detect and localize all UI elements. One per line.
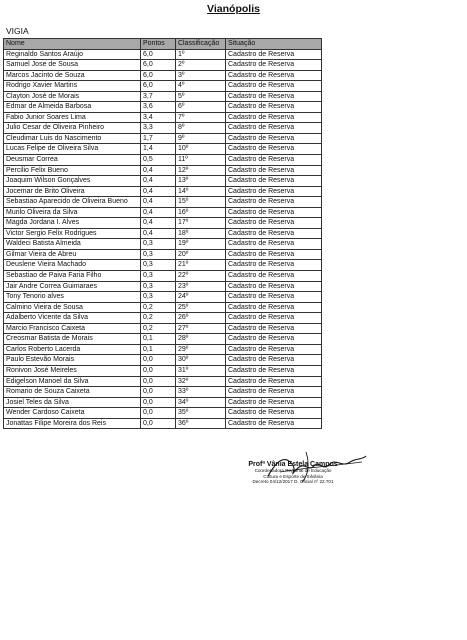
cell-situacao: Cadastro de Reserva <box>226 323 322 334</box>
position-title: VIGIA <box>6 26 29 36</box>
table-row <box>4 376 322 387</box>
cell-situacao: Cadastro de Reserva <box>226 365 322 376</box>
table-row <box>4 207 322 218</box>
cell-pontos: 0,1 <box>141 344 176 355</box>
cell-classificacao: 21º <box>176 260 226 271</box>
table-row <box>4 197 322 208</box>
cell-classificacao: 14º <box>176 186 226 197</box>
cell-classificacao: 32º <box>176 376 226 387</box>
cell-pontos: 0,0 <box>141 355 176 366</box>
table-row <box>4 102 322 113</box>
cell-nome: Edmar de Almeida Barbosa <box>4 102 141 113</box>
cell-pontos: 0,4 <box>141 197 176 208</box>
cell-classificacao: 25º <box>176 302 226 313</box>
cell-nome: Deusmar Correa <box>4 155 141 166</box>
cell-pontos: 0,0 <box>141 418 176 429</box>
cell-pontos: 6,0 <box>141 49 176 60</box>
cell-pontos: 6,0 <box>141 81 176 92</box>
table-row <box>4 155 322 166</box>
signature-block <box>228 461 358 485</box>
cell-nome: Samuel Jose de Sousa <box>4 60 141 71</box>
cell-nome: Sebastiao Aparecido de Oliveira Bueno <box>4 197 141 208</box>
cell-pontos: 1,4 <box>141 144 176 155</box>
table-row <box>4 355 322 366</box>
table-row <box>4 271 322 282</box>
cell-situacao: Cadastro de Reserva <box>226 355 322 366</box>
cell-situacao: Cadastro de Reserva <box>226 155 322 166</box>
cell-situacao: Cadastro de Reserva <box>226 228 322 239</box>
cell-nome: Jocemar de Brito Oliveira <box>4 186 141 197</box>
table-row <box>4 60 322 71</box>
cell-classificacao: 3º <box>176 70 226 81</box>
cell-nome: Magda Jordana I. Alves <box>4 218 141 229</box>
cell-situacao: Cadastro de Reserva <box>226 387 322 398</box>
cell-classificacao: 20º <box>176 249 226 260</box>
cell-situacao: Cadastro de Reserva <box>226 334 322 345</box>
cell-situacao: Cadastro de Reserva <box>226 197 322 208</box>
cell-nome: Gilmar Vieira de Abreu <box>4 249 141 260</box>
cell-situacao: Cadastro de Reserva <box>226 313 322 324</box>
cell-situacao: Cadastro de Reserva <box>226 60 322 71</box>
table-row <box>4 91 322 102</box>
table-row <box>4 186 322 197</box>
cell-classificacao: 18º <box>176 228 226 239</box>
cell-pontos: 0,2 <box>141 323 176 334</box>
cell-nome: Rodrigo Xavier Martins <box>4 81 141 92</box>
cell-nome: Adalberto Vicente da Silva <box>4 313 141 324</box>
cell-situacao: Cadastro de Reserva <box>226 281 322 292</box>
cell-pontos: 0,4 <box>141 186 176 197</box>
cell-classificacao: 11º <box>176 155 226 166</box>
cell-nome: Josiel Teles da Silva <box>4 397 141 408</box>
cell-situacao: Cadastro de Reserva <box>226 186 322 197</box>
cell-nome: Edigelson Manoel da Silva <box>4 376 141 387</box>
cell-situacao: Cadastro de Reserva <box>226 176 322 187</box>
cell-situacao: Cadastro de Reserva <box>226 91 322 102</box>
table-row <box>4 239 322 250</box>
table-row <box>4 365 322 376</box>
cell-nome: Creosmar Batista de Morais <box>4 334 141 345</box>
cell-pontos: 0,0 <box>141 365 176 376</box>
cell-pontos: 0,4 <box>141 218 176 229</box>
cell-classificacao: 19º <box>176 239 226 250</box>
cell-pontos: 0,4 <box>141 176 176 187</box>
cell-pontos: 0,4 <box>141 228 176 239</box>
cell-nome: Waldeci Batista Almeida <box>4 239 141 250</box>
cell-nome: Wender Cardoso Caixeta <box>4 408 141 419</box>
cell-classificacao: 30º <box>176 355 226 366</box>
table-row <box>4 133 322 144</box>
cell-classificacao: 12º <box>176 165 226 176</box>
cell-pontos: 0,0 <box>141 408 176 419</box>
cell-classificacao: 22º <box>176 271 226 282</box>
cell-classificacao: 2º <box>176 60 226 71</box>
cell-nome: Reginaldo Santos Araújo <box>4 49 141 60</box>
cell-pontos: 0,3 <box>141 239 176 250</box>
cell-classificacao: 15º <box>176 197 226 208</box>
cell-nome: Jair Andre Correa Guimaraes <box>4 281 141 292</box>
cell-classificacao: 29º <box>176 344 226 355</box>
table-row <box>4 323 322 334</box>
cell-nome: Marcio Francisco Caixeta <box>4 323 141 334</box>
cell-pontos: 3,4 <box>141 112 176 123</box>
table-row <box>4 70 322 81</box>
header-classificacao: Classificação <box>176 39 226 50</box>
table-row <box>4 228 322 239</box>
cell-pontos: 0,5 <box>141 155 176 166</box>
signatory-name: Profª Vânia Estela Campos <box>248 461 338 468</box>
table-header-row <box>4 39 322 50</box>
cell-nome: Paulo Estevão Morais <box>4 355 141 366</box>
table-row <box>4 123 322 134</box>
cell-pontos: 0,3 <box>141 281 176 292</box>
cell-nome: Percilio Felix Bueno <box>4 165 141 176</box>
table-row <box>4 292 322 303</box>
cell-classificacao: 31º <box>176 365 226 376</box>
cell-pontos: 0,3 <box>141 292 176 303</box>
cell-classificacao: 9º <box>176 133 226 144</box>
table-row <box>4 313 322 324</box>
cell-situacao: Cadastro de Reserva <box>226 218 322 229</box>
cell-pontos: 0,0 <box>141 387 176 398</box>
cell-situacao: Cadastro de Reserva <box>226 249 322 260</box>
cell-nome: Deuslene Vieira Machado <box>4 260 141 271</box>
cell-classificacao: 36º <box>176 418 226 429</box>
cell-situacao: Cadastro de Reserva <box>226 112 322 123</box>
signatory-decree: Decreto 04/12/2017 D. Oficial nº 22.701 <box>252 479 334 485</box>
table-row <box>4 408 322 419</box>
cell-classificacao: 6º <box>176 102 226 113</box>
cell-pontos: 6,0 <box>141 60 176 71</box>
cell-pontos: 0,0 <box>141 397 176 408</box>
cell-pontos: 0,4 <box>141 165 176 176</box>
cell-pontos: 0,2 <box>141 313 176 324</box>
cell-situacao: Cadastro de Reserva <box>226 70 322 81</box>
cell-situacao: Cadastro de Reserva <box>226 376 322 387</box>
cell-nome: Sebastiao de Paiva Faria Filho <box>4 271 141 282</box>
cell-nome: Julio Cesar de Oliveira Pinheiro <box>4 123 141 134</box>
cell-classificacao: 34º <box>176 397 226 408</box>
cell-nome: Cleudimar Luis do Nascimento <box>4 133 141 144</box>
cell-nome: Victor Sergio Felix Rodrigues <box>4 228 141 239</box>
cell-situacao: Cadastro de Reserva <box>226 271 322 282</box>
cell-classificacao: 35º <box>176 408 226 419</box>
cell-classificacao: 1º <box>176 49 226 60</box>
table-row <box>4 334 322 345</box>
page-title: Vianópolis <box>207 3 260 15</box>
cell-pontos: 0,3 <box>141 260 176 271</box>
table-row <box>4 418 322 429</box>
cell-nome: Romario de Souza Caixeta <box>4 387 141 398</box>
cell-classificacao: 5º <box>176 91 226 102</box>
header-pontos: Pontos <box>141 39 176 50</box>
cell-nome: Lucas Felipe de Oliveira Silva <box>4 144 141 155</box>
table-row <box>4 112 322 123</box>
cell-nome: Tony Tenorio alves <box>4 292 141 303</box>
cell-nome: Ronivon José Meireles <box>4 365 141 376</box>
signatory-department: Cultura e Esporte de Silvânia <box>263 473 323 479</box>
table-row <box>4 249 322 260</box>
cell-nome: Murilo Oliveira da Silva <box>4 207 141 218</box>
cell-classificacao: 24º <box>176 292 226 303</box>
cell-classificacao: 26º <box>176 313 226 324</box>
cell-nome: Carlos Roberto Lacerda <box>4 344 141 355</box>
table-row <box>4 218 322 229</box>
cell-classificacao: 33º <box>176 387 226 398</box>
cell-nome: Calmino Vieira de Sousa <box>4 302 141 313</box>
cell-nome: Fabio Junior Soares Lima <box>4 112 141 123</box>
classification-table <box>3 38 322 429</box>
cell-situacao: Cadastro de Reserva <box>226 81 322 92</box>
cell-classificacao: 13º <box>176 176 226 187</box>
cell-nome: Clayton José de Morais <box>4 91 141 102</box>
cell-situacao: Cadastro de Reserva <box>226 207 322 218</box>
cell-situacao: Cadastro de Reserva <box>226 239 322 250</box>
cell-classificacao: 17º <box>176 218 226 229</box>
cell-pontos: 0,3 <box>141 249 176 260</box>
cell-nome: Joaquim Wilson Gonçalves <box>4 176 141 187</box>
cell-situacao: Cadastro de Reserva <box>226 144 322 155</box>
table-row <box>4 81 322 92</box>
cell-pontos: 1,7 <box>141 133 176 144</box>
table-row <box>4 387 322 398</box>
table-row <box>4 165 322 176</box>
cell-classificacao: 8º <box>176 123 226 134</box>
cell-pontos: 3,3 <box>141 123 176 134</box>
table-row <box>4 260 322 271</box>
cell-nome: Jonattas Filipe Moreira dos Reis <box>4 418 141 429</box>
header-nome: Nome <box>4 39 141 50</box>
header-situacao: Situação <box>226 39 322 50</box>
table-row <box>4 397 322 408</box>
table-row <box>4 176 322 187</box>
signatory-role: Coordenadora Regional de Educação <box>254 468 332 473</box>
cell-situacao: Cadastro de Reserva <box>226 418 322 429</box>
cell-situacao: Cadastro de Reserva <box>226 102 322 113</box>
cell-classificacao: 16º <box>176 207 226 218</box>
cell-classificacao: 7º <box>176 112 226 123</box>
cell-pontos: 6,0 <box>141 70 176 81</box>
cell-classificacao: 10º <box>176 144 226 155</box>
cell-situacao: Cadastro de Reserva <box>226 165 322 176</box>
table-body <box>4 49 322 429</box>
cell-situacao: Cadastro de Reserva <box>226 49 322 60</box>
cell-pontos: 0,4 <box>141 207 176 218</box>
cell-pontos: 0,1 <box>141 334 176 345</box>
cell-situacao: Cadastro de Reserva <box>226 123 322 134</box>
cell-pontos: 3,7 <box>141 91 176 102</box>
cell-pontos: 0,3 <box>141 271 176 282</box>
table-row <box>4 49 322 60</box>
table-row <box>4 144 322 155</box>
cell-classificacao: 28º <box>176 334 226 345</box>
table-row <box>4 302 322 313</box>
cell-nome: Marcos Jacinto de Souza <box>4 70 141 81</box>
cell-pontos: 0,0 <box>141 376 176 387</box>
cell-situacao: Cadastro de Reserva <box>226 133 322 144</box>
cell-situacao: Cadastro de Reserva <box>226 408 322 419</box>
cell-classificacao: 27º <box>176 323 226 334</box>
cell-situacao: Cadastro de Reserva <box>226 397 322 408</box>
cell-classificacao: 4º <box>176 81 226 92</box>
cell-situacao: Cadastro de Reserva <box>226 260 322 271</box>
cell-classificacao: 23º <box>176 281 226 292</box>
cell-pontos: 3,6 <box>141 102 176 113</box>
cell-situacao: Cadastro de Reserva <box>226 344 322 355</box>
cell-pontos: 0,2 <box>141 302 176 313</box>
cell-situacao: Cadastro de Reserva <box>226 302 322 313</box>
table-row <box>4 281 322 292</box>
table-row <box>4 344 322 355</box>
cell-situacao: Cadastro de Reserva <box>226 292 322 303</box>
